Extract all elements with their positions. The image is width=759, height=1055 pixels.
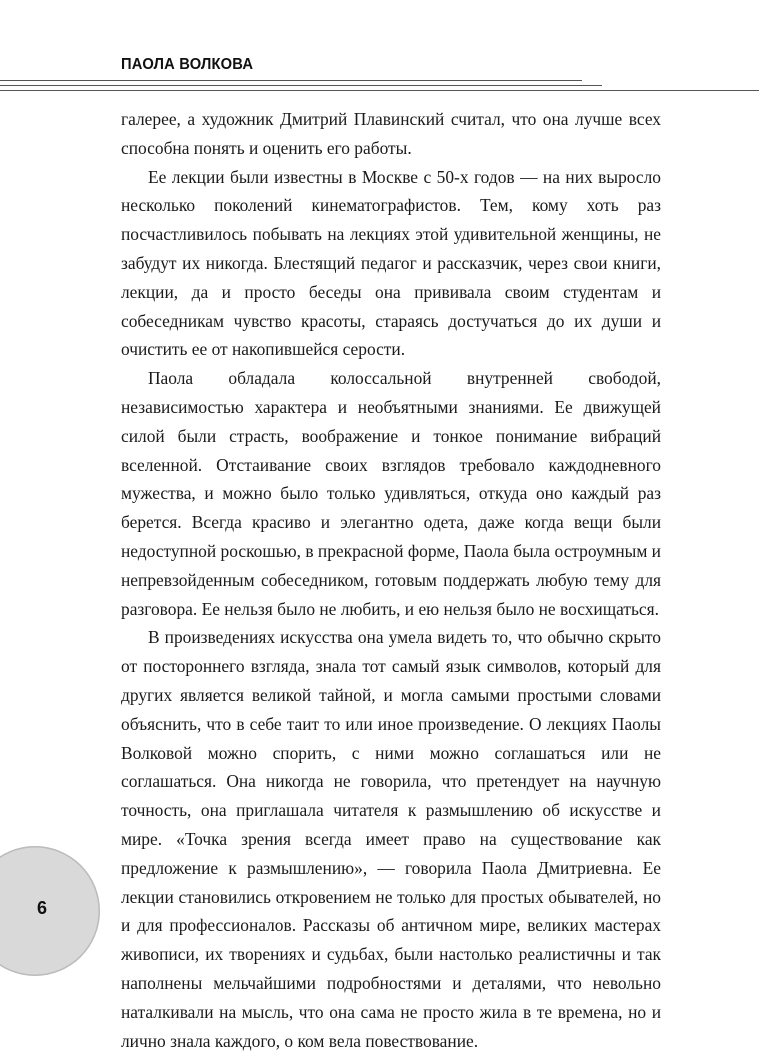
paragraph: В произведениях искусства она умела видеть то, что обычно скрыто от постороннего взгляда, знала тот самый язык символов, который для других является великой тайной, и могла самыми простыми словами объяснить, что в себе таит то или иное произведение. О лекциях Паолы Волковой можно спорить, с ними можно соглашаться или не соглашаться. Она никогда не говорила, что претендует на научную точность, она приглашала читателя к размышлению об искусстве и мире. «Точка зрения всегда имеет право на существование как предложение к размышлению», — говорила Паола Дмитриевна. Ее лекции становились откровением не только для простых обывателей, но и для профессионалов. Рассказы об античном мире, великих мастерах живописи, их творениях и судьбах, были настолько реалистичны и так наполнены мельчайшими подробностями и деталями, что невольно наталкивали на мысль, что она сама не просто жила в те времена, но и лично знала каждого, о ком вела повествование. [121, 627, 661, 1051]
page-number-circle [0, 846, 100, 976]
header-rule-bottom [0, 90, 759, 91]
paragraph: Паола обладала колоссальной внутренней свободой, независимостью характера и необъятными знаниями. Ее движущей силой были страсть, воображение и тонкое понимание вибраций вселенной. Отстаивание своих взглядов требовало каждодневного мужества, и можно было только удивляться, откуда оно каждый раз берется. Всегда красиво и элегантно одета, даже когда вещи были недоступной роскошью, в прекрасной форме, Паола была остроумным и непревзойденным собеседником, готовым поддержать любую тему для разговора. Ее нельзя было не любить, и ею нельзя было не восхищаться. [121, 368, 661, 619]
body-text [121, 105, 661, 1055]
page-number: 6 [37, 898, 48, 918]
header-rule-top [0, 80, 582, 81]
paragraph-continued: галерее, а художник Дмитрий Плавинский считал, что она лучше всех способна понять и оценить его работы. [121, 109, 661, 158]
header-rule-middle [0, 85, 602, 86]
paragraph: Ее лекции были известны в Москве с 50-х годов — на них выросло несколько поколений кинематографистов. Тем, кому хоть раз посчастливилось побывать на лекциях этой удивительной женщины, не забудут их никогда. Блестящий педагог и рассказчик, через свои книги, лекции, да и просто беседы она прививала своим студентам и собеседникам чувство красоты, стараясь достучаться до их души и очистить ее от накопившейся серости. [121, 166, 661, 360]
running-title: ПАОЛА ВОЛКОВА [121, 56, 254, 73]
